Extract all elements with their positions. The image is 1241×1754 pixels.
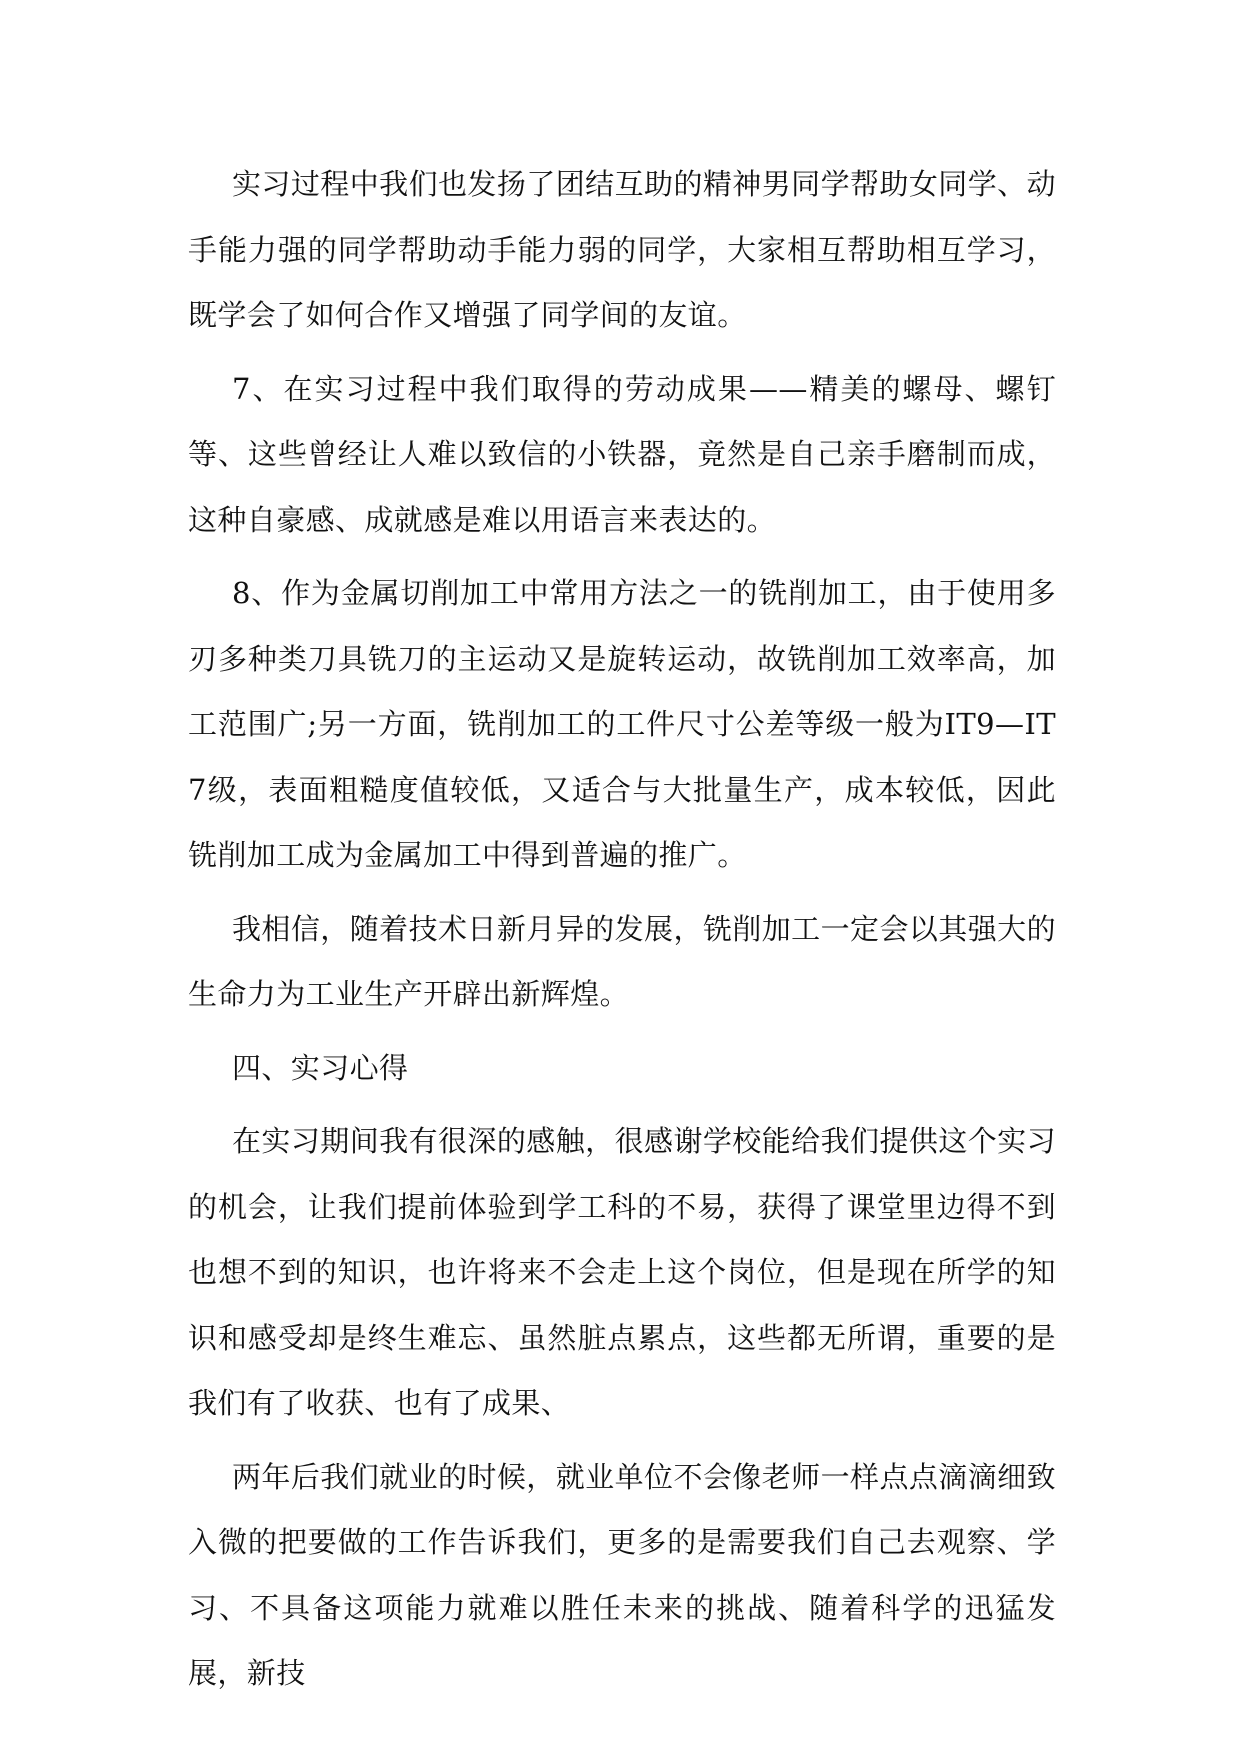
section-heading-internship-reflection: 四、实习心得 [232, 1050, 409, 1085]
paragraph-future-employment: 两年后我们就业的时候，就业单位不会像老师一样点点滴滴细致入微的把要做的工作告诉我们，更多的是需要我们自己去观察、学习、不具备这项能力就难以胜任未来的挑战、随着科学的迅猛发展，新技 [188, 1459, 1056, 1690]
paragraph-milling: 8、作为金属切削加工中常用方法之一的铣削加工，由于使用多刃多种类刀具铣刀的主运动又是旋转运动，故铣削加工效率高，加工范围广;另一方面，铣削加工的工件尺寸公差等级一般为IT9—IT7级，表面粗糙度值较低，又适合与大批量生产，成本较低，因此铣削加工成为金属加工中得到普遍的推广。 [188, 576, 1056, 872]
paragraph-belief: 我相信，随着技术日新月异的发展，铣削加工一定会以其强大的生命力为工业生产开辟出新辉煌。 [188, 911, 1056, 1011]
paragraph-internship-feelings: 在实习期间我有很深的感触，很感谢学校能给我们提供这个实习的机会，让我们提前体验到学工科的不易，获得了课堂里边得不到也想不到的知识，也许将来不会走上这个岗位，但是现在所学的知识和感受却是终生难忘、虽然脏点累点，这些都无所谓，重要的是我们有了收获、也有了成果、 [188, 1124, 1056, 1420]
paragraph-teamwork: 实习过程中我们也发扬了团结互助的精神男同学帮助女同学、动手能力强的同学帮助动手能力弱的同学，大家相互帮助相互学习，既学会了如何合作又增强了同学间的友谊。 [188, 167, 1056, 332]
document-body [188, 152, 1056, 1715]
paragraph-labor-results: 7、在实习过程中我们取得的劳动成果——精美的螺母、螺钉等、这些曾经让人难以致信的小铁器，竟然是自己亲手磨制而成，这种自豪感、成就感是难以用语言来表达的。 [188, 371, 1056, 537]
